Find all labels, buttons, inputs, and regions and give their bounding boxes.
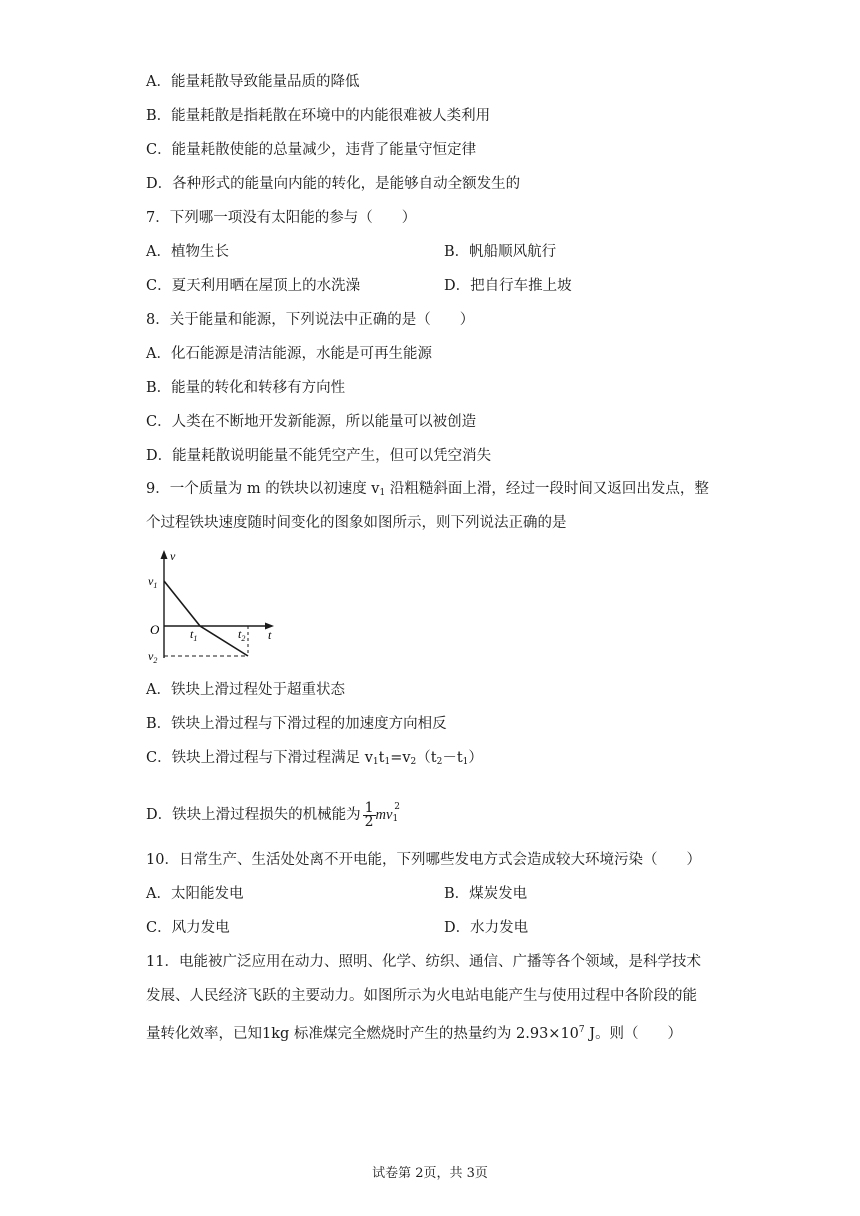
q10-option-d: D．水力发电 xyxy=(444,920,529,936)
q7-option-c: C．夏天利用晒在屋顶上的水洗澡 xyxy=(146,278,361,294)
q10-option-c: C．风力发电 xyxy=(146,920,230,936)
q6-option-a: A．能量耗散导致能量品质的降低 xyxy=(146,74,360,90)
v-axis-label: v xyxy=(170,549,176,563)
q6-option-d: D．各种形式的能量向内能的转化，是能够自动全额发生的 xyxy=(146,176,521,192)
q7-option-b: B．帆船顺风航行 xyxy=(444,244,557,260)
velocity-line xyxy=(164,581,248,656)
q10-stem: 10．日常生产、生活处处离不开电能，下列哪些发电方式会造成较大环境污染（ ） xyxy=(146,852,701,868)
q10-option-b: B．煤炭发电 xyxy=(444,886,528,902)
q7-option-d: D．把自行车推上坡 xyxy=(444,278,572,294)
q9-option-c: C．铁块上滑过程与下滑过程满足 $v_1t_1=v_2(t_2-t_1)$ xyxy=(146,750,483,767)
q9-option-b: B．铁块上滑过程与下滑过程的加速度方向相反 xyxy=(146,716,447,732)
q8-option-a: A．化石能源是清洁能源，水能是可再生能源 xyxy=(146,346,432,362)
q11-line1: 11．电能被广泛应用在动力、照明、化学、纺织、通信、广播等各个领域，是科学技术 xyxy=(146,954,701,970)
q6-option-b: B．能量耗散是指耗散在环境中的内能很难被人类利用 xyxy=(146,108,491,124)
v1-label: $v_1$ xyxy=(148,574,158,590)
t2-label: $t_2$ xyxy=(238,627,246,643)
origin-label: O xyxy=(150,622,160,637)
q8-option-d: D．能量耗散说明能量不能凭空产生，但可以凭空消失 xyxy=(146,448,492,464)
q10-option-a: A．太阳能发电 xyxy=(146,886,244,902)
q11-line3: 量转化效率，已知1kg 标准煤完全燃烧时产生的热量约为 $2.93\times 10^7$ J。则（ ） xyxy=(146,1025,683,1042)
q8-option-c: C．人类在不断地开发新能源，所以能量可以被创造 xyxy=(146,414,477,430)
q9-stem-line1: 9．一个质量为 m 的铁块以初速度 $v_1$ 沿粗糙斜面上滑，经过一段时间又返回出发点，整 xyxy=(146,481,709,498)
t-axis-label: t xyxy=(268,628,272,642)
q9-stem-line2: 个过程铁块速度随时间变化的图象如图所示，则下列说法正确的是 xyxy=(146,515,567,531)
v2-label: $v_2$ xyxy=(148,649,158,665)
q6-option-c: C．能量耗散使能的总量减少，违背了能量守恒定律 xyxy=(146,142,477,158)
fraction-one-half: $\frac{1}{2}$ xyxy=(364,799,374,830)
q11-line2: 发展、人民经济飞跃的主要动力。如图所示为火电站电能产生与使用过程中各阶段的能 xyxy=(146,988,697,1004)
q8-option-b: B．能量的转化和转移有方向性 xyxy=(146,380,346,396)
velocity-time-graph xyxy=(140,546,280,666)
page-footer: 试卷第 2页，共 3页 xyxy=(372,1166,488,1181)
q8-stem: 8．关于能量和能源，下列说法中正确的是（ ） xyxy=(146,312,475,328)
q7-stem: 7．下列哪一项没有太阳能的参与（ ） xyxy=(146,210,417,226)
q9-option-a: A．铁块上滑过程处于超重状态 xyxy=(146,682,345,698)
v-axis-arrow xyxy=(161,550,168,559)
q9-option-d: D．铁块上滑过程损失的机械能为 $\frac{1}{2}$ $mv_1^2$ xyxy=(146,799,400,830)
t1-label: $t_1$ xyxy=(190,627,198,643)
q7-option-a: A．植物生长 xyxy=(146,244,229,260)
